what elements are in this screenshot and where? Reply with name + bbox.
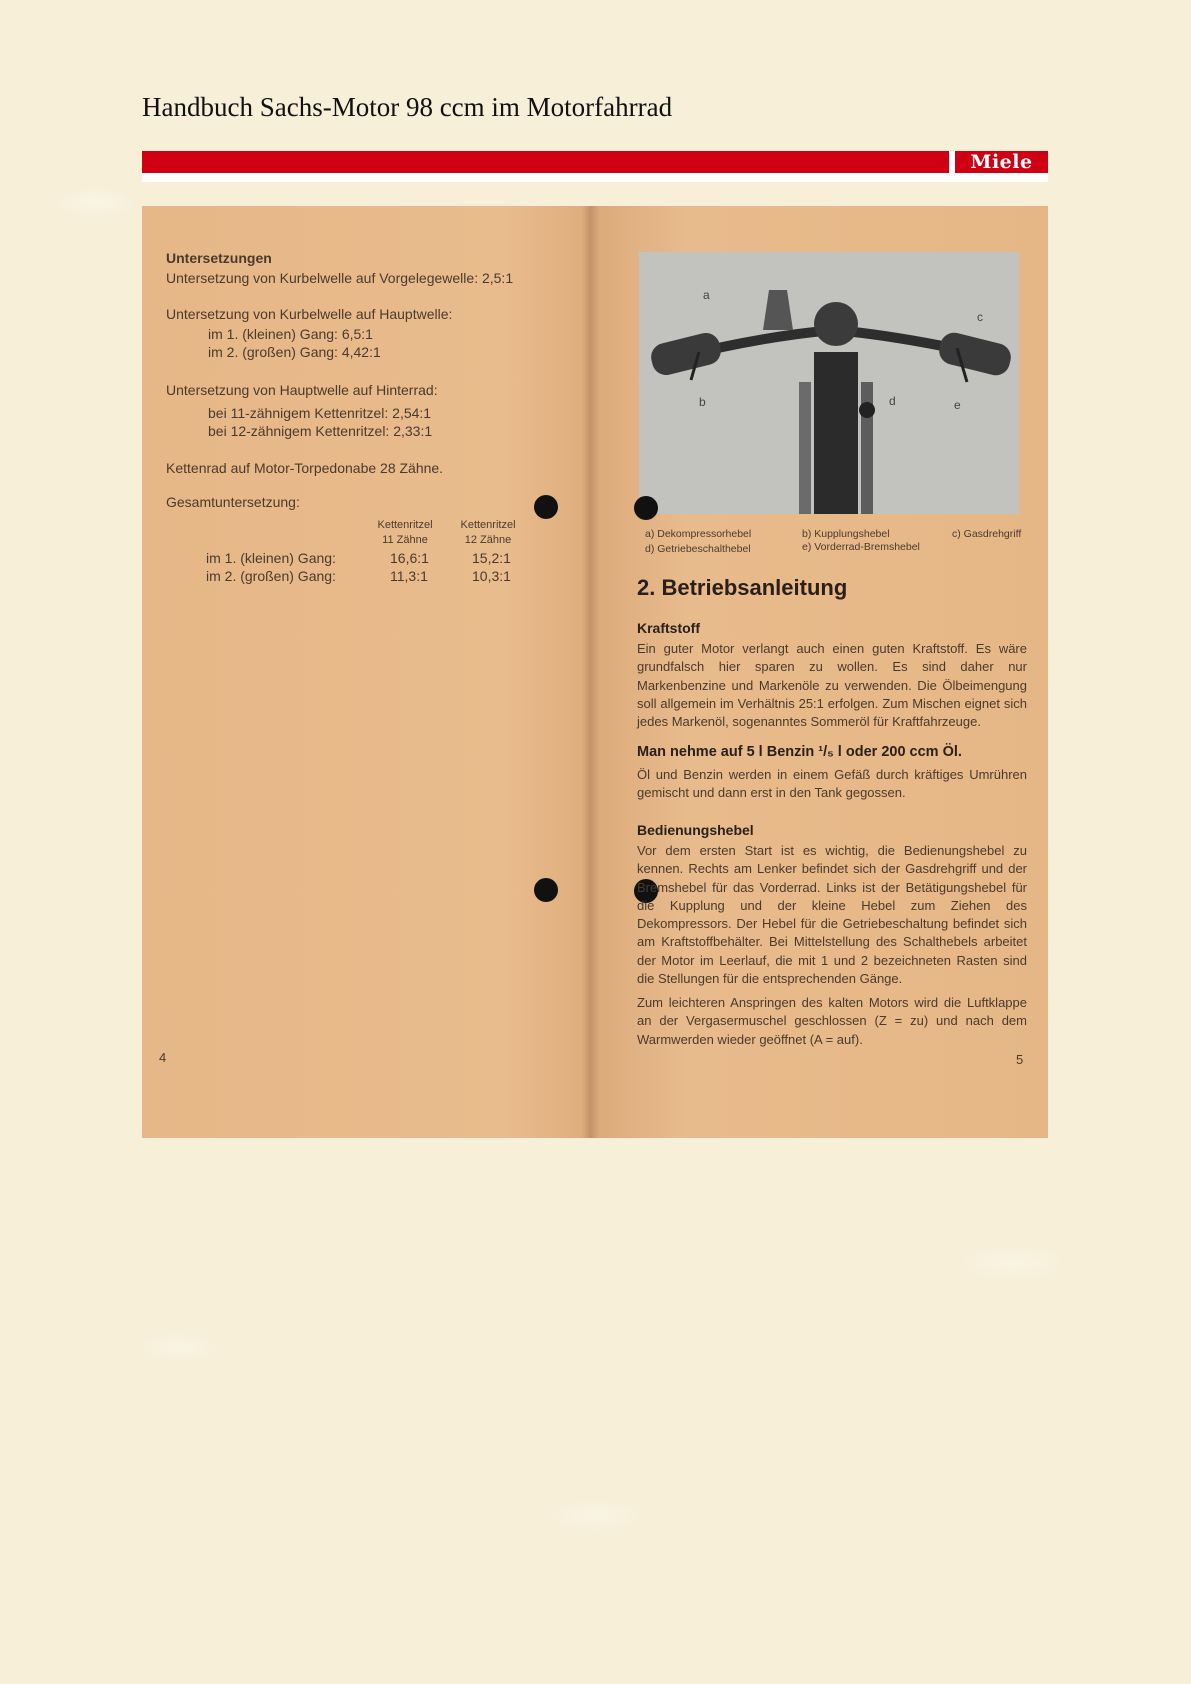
- table-column-header: [370, 518, 440, 548]
- binder-hole: [634, 496, 658, 520]
- table-cell: 10,3:1: [472, 568, 511, 584]
- paragraph: Zum leichteren Anspringen des kalten Motors wird die Luftklappe an der Vergasermuschel geschlossen (Z = zu) und nach dem Warmwerden wieder geöffnet (A = auf).: [637, 995, 1027, 1047]
- mix-rule: Man nehme auf 5 l Benzin ¹/₅ l oder 200 ccm Öl.: [637, 744, 962, 760]
- section-title: 2. Betriebsanleitung: [637, 575, 848, 600]
- column-header-line: 11 Zähne: [382, 534, 428, 546]
- subsection-title: Bedienungshebel: [637, 822, 754, 838]
- photo-label-d: d: [889, 394, 896, 408]
- table-column-header: [453, 518, 523, 548]
- scanned-manual-spread: [142, 206, 1048, 1138]
- photo-caption: e) Vorderrad-Bremshebel: [802, 541, 920, 553]
- table-row-label: im 2. (großen) Gang:: [206, 568, 336, 584]
- handlebar-illustration: [639, 252, 1019, 514]
- ratio-line: im 1. (kleinen) Gang: 6,5:1: [208, 326, 373, 342]
- miele-logo: Miele: [955, 151, 1048, 173]
- photo-label-a: a: [703, 288, 710, 302]
- table-cell: 15,2:1: [472, 550, 511, 566]
- table-cell: 16,6:1: [390, 550, 429, 566]
- photo-caption: d) Getriebeschalthebel: [645, 543, 751, 555]
- right-page: [592, 206, 1048, 1138]
- page-number: 4: [159, 1050, 167, 1065]
- subsection-title: Kraftstoff: [637, 620, 700, 636]
- document-title: Handbuch Sachs-Motor 98 ccm im Motorfahrrad: [142, 92, 673, 122]
- paragraph: Ein guter Motor verlangt auch einen guten Kraftstoff. Es wäre grundfalsch hier sparen zu wollen. Es sind daher nur Markenbenzine und Markenöle zu verwenden. Die Ölbeimengung soll allgemein im Verhältnis 25:1 erfolgen. Zum Mischen eignet sich jedes Markenöl, sogenanntes Sommeröl für Kraftfahrzeuge.: [637, 641, 1027, 730]
- ratio-line: Untersetzung von Kurbelwelle auf Vorgelegewelle: 2,5:1: [166, 270, 514, 286]
- column-header-line: 12 Zähne: [464, 534, 512, 546]
- binder-hole: [534, 495, 558, 519]
- ratio-line: Gesamtuntersetzung:: [166, 494, 300, 510]
- ratio-line: Untersetzung von Kurbelwelle auf Hauptwelle:: [166, 306, 453, 322]
- column-header-line: Kettenritzel: [377, 519, 433, 531]
- table-row-label: im 1. (kleinen) Gang:: [206, 550, 336, 566]
- page-number: 5: [1016, 1052, 1024, 1067]
- ratio-line: Kettenrad auf Motor-Torpedonabe 28 Zähne.: [166, 460, 444, 476]
- brand-bar: [142, 151, 1048, 173]
- ratio-line: im 2. (großen) Gang: 4,42:1: [208, 344, 381, 360]
- ratio-line: bei 11-zähnigem Kettenritzel: 2,54:1: [208, 405, 432, 421]
- left-page: [142, 206, 588, 1138]
- photo-caption: b) Kupplungshebel: [802, 528, 890, 540]
- photo-label-e: e: [954, 398, 961, 412]
- brand-underline: [142, 173, 1048, 182]
- paragraph: Öl und Benzin werden in einem Gefäß durch kräftiges Umrühren gemischt und dann erst in den Tank gegossen.: [637, 767, 1027, 801]
- handlebar-photo: [639, 252, 1019, 514]
- photo-label-b: b: [699, 395, 706, 409]
- ratio-line: bei 12-zähnigem Kettenritzel: 2,33:1: [208, 423, 433, 439]
- photo-label-c: c: [977, 310, 983, 324]
- table-cell: 11,3:1: [390, 568, 428, 584]
- binder-hole: [534, 878, 558, 902]
- photo-caption: a) Dekompressorhebel: [645, 528, 752, 540]
- paragraph: Vor dem ersten Start ist es wichtig, die Bedienungshebel zu kennen. Rechts am Lenker befindet sich der Gasdrehgriff und der Bremshebel für das Vorderrad. Links ist der Betätigungshebel für die Kupplung und der kleine Hebel zum Ziehen des Dekompressors. Der Hebel für die Getriebeschaltung befindet sich am Kraftstoffbehälter. Bei Mittelstellung des Schalthebels arbeitet der Motor im Leerlauf, die mit 1 und 2 bezeichneten Rasten sind die Stellungen für die entsprechenden Gänge.: [637, 843, 1027, 987]
- photo-caption: c) Gasdrehgriff: [952, 528, 1022, 540]
- section-heading: Untersetzungen: [166, 250, 272, 266]
- ratio-line: Untersetzung von Hauptwelle auf Hinterrad:: [166, 382, 438, 398]
- column-header-line: Kettenritzel: [460, 519, 516, 531]
